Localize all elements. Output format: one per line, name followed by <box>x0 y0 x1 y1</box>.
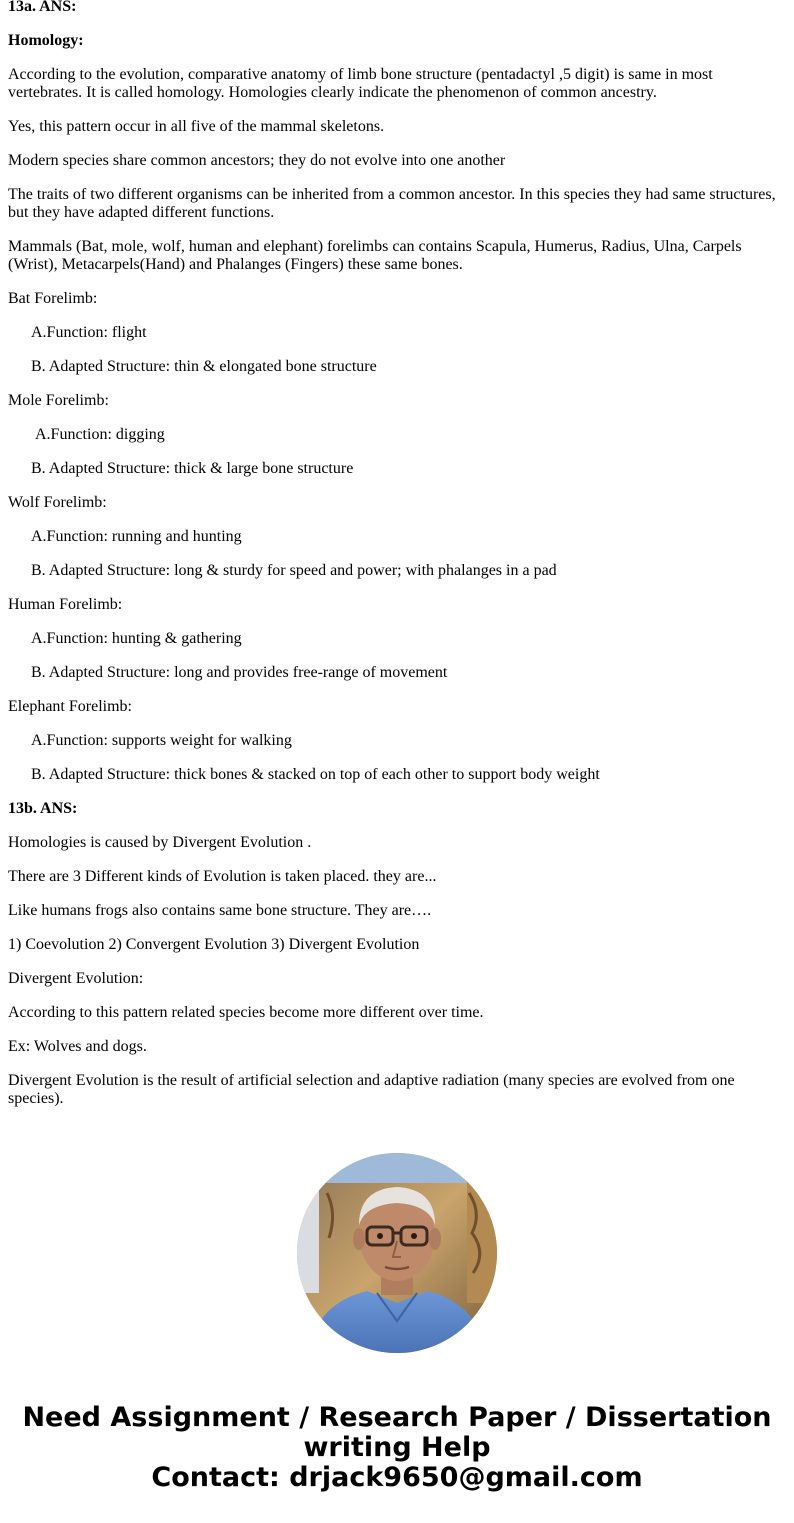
body-paragraph: A.Function: supports weight for walking <box>31 732 292 749</box>
body-paragraph: B. Adapted Structure: thin & elongated bone structure <box>31 358 377 375</box>
section-heading: Homology: <box>8 32 84 49</box>
body-paragraph: Elephant Forelimb: <box>8 698 132 715</box>
section-heading: 13a. ANS: <box>8 0 77 15</box>
body-paragraph: A.Function: digging <box>35 426 165 443</box>
author-portrait-image <box>297 1153 497 1353</box>
section-heading: 13b. ANS: <box>8 800 78 817</box>
body-paragraph: Divergent Evolution is the result of artificial selection and adaptive radiation (many species are evolved from one species). <box>8 1072 735 1107</box>
body-paragraph: Modern species share common ancestors; they do not evolve into one another <box>8 152 506 169</box>
body-paragraph: The traits of two different organisms can be inherited from a common ancestor. In this species they had same structures, but they have adapted different functions. <box>8 186 776 221</box>
body-paragraph: A.Function: running and hunting <box>31 528 242 545</box>
answer-document <box>8 0 784 1124</box>
body-paragraph: 1) Coevolution 2) Convergent Evolution 3) Divergent Evolution <box>8 936 420 953</box>
body-paragraph: Mole Forelimb: <box>8 392 109 409</box>
promo-line-1: Need Assignment / Research Paper / Dissertation <box>22 1402 772 1433</box>
body-paragraph: Mammals (Bat, mole, wolf, human and elephant) forelimbs can contains Scapula, Humerus, Radius, Ulna, Carpels (Wrist), Metacarpels(Hand) and Phalanges (Fingers) these same bones. <box>8 238 742 273</box>
body-paragraph: B. Adapted Structure: thick & large bone structure <box>31 460 354 477</box>
body-paragraph: A.Function: hunting & gathering <box>31 630 242 647</box>
body-paragraph: Homologies is caused by Divergent Evolution . <box>8 834 312 851</box>
body-paragraph: Bat Forelimb: <box>8 290 98 307</box>
body-paragraph: Wolf Forelimb: <box>8 494 107 511</box>
body-paragraph: B. Adapted Structure: long and provides free-range of movement <box>31 664 448 681</box>
body-paragraph: Divergent Evolution: <box>8 970 144 987</box>
body-paragraph: According to the evolution, comparative anatomy of limb bone structure (pentadactyl ,5 digit) is same in most vertebrates. It is called homology. Homologies clearly indicate the phenomenon of common ancestry. <box>8 66 713 101</box>
author-avatar <box>297 1153 497 1353</box>
promo-line-2: writing Help <box>303 1432 491 1463</box>
promo-contact: Contact: drjack9650@gmail.com <box>151 1462 643 1493</box>
body-paragraph: B. Adapted Structure: long & sturdy for speed and power; with phalanges in a pad <box>31 562 557 579</box>
body-paragraph: Like humans frogs also contains same bone structure. They are…. <box>8 902 432 919</box>
promo-banner <box>0 1403 794 1493</box>
body-paragraph: Human Forelimb: <box>8 596 123 613</box>
body-paragraph: Yes, this pattern occur in all five of the mammal skeletons. <box>8 118 385 135</box>
body-paragraph: B. Adapted Structure: thick bones & stacked on top of each other to support body weight <box>31 766 600 783</box>
body-paragraph: A.Function: flight <box>31 324 147 341</box>
body-paragraph: Ex: Wolves and dogs. <box>8 1038 147 1055</box>
body-paragraph: According to this pattern related species become more different over time. <box>8 1004 484 1021</box>
body-paragraph: There are 3 Different kinds of Evolution is taken placed. they are... <box>8 868 437 885</box>
